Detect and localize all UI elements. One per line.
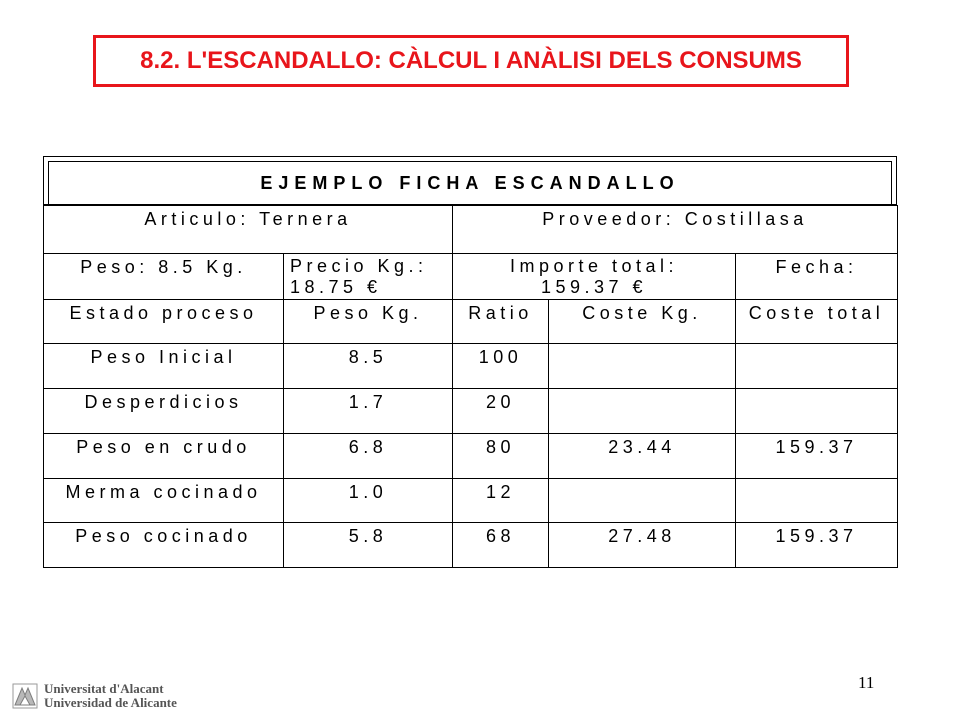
- cell-coste-total: [736, 389, 898, 434]
- page-number: 11: [858, 673, 875, 692]
- header-coste-kg: Coste Kg.: [549, 300, 736, 344]
- cell-coste-kg: [549, 344, 736, 389]
- slide-title-box: [93, 35, 849, 87]
- cell-estado: Peso Inicial: [44, 344, 284, 389]
- cell-fecha: Fecha:: [736, 254, 898, 300]
- table-row: [44, 479, 898, 523]
- university-logo: [12, 681, 177, 711]
- cell-peso-kg: 6.8: [284, 434, 453, 479]
- cell-coste-kg: 23.44: [549, 434, 736, 479]
- table-row: [44, 434, 898, 479]
- table-row: [44, 523, 898, 568]
- cell-estado: Merma cocinado: [44, 479, 284, 523]
- sheet-title-box: [43, 156, 897, 205]
- header-peso-kg: Peso Kg.: [284, 300, 453, 344]
- cell-coste-total: 159.37: [736, 523, 898, 568]
- cell-ratio: 80: [453, 434, 549, 479]
- cell-ratio: 100: [453, 344, 549, 389]
- cell-ratio: 12: [453, 479, 549, 523]
- table-row-article: [44, 206, 898, 254]
- cell-importe: [453, 254, 736, 300]
- logo-line-spanish: Universidad de Alicante: [44, 695, 177, 710]
- cell-coste-kg: [549, 479, 736, 523]
- cell-estado: Peso cocinado: [44, 523, 284, 568]
- cell-coste-total: [736, 344, 898, 389]
- university-logo-text: [44, 682, 177, 710]
- sheet-title: EJEMPLO FICHA ESCANDALLO: [260, 172, 680, 193]
- cell-coste-kg: [549, 389, 736, 434]
- table-row-summary: [44, 254, 898, 300]
- cell-coste-total: [736, 479, 898, 523]
- cell-precio-label: Precio Kg.:: [290, 256, 428, 276]
- sheet-title-inner: [48, 161, 892, 204]
- cell-proveedor: Proveedor: Costillasa: [453, 206, 898, 254]
- logo-line-valencian: Universitat d'Alacant: [44, 681, 164, 696]
- cell-coste-kg: 27.48: [549, 523, 736, 568]
- university-logo-icon: [12, 683, 38, 709]
- cell-peso-kg: 8.5: [284, 344, 453, 389]
- cell-importe-value: 159.37 €: [540, 277, 648, 297]
- cell-ratio: 68: [453, 523, 549, 568]
- cell-peso-kg: 5.8: [284, 523, 453, 568]
- cell-estado: Peso en crudo: [44, 434, 284, 479]
- cell-coste-total: 159.37: [736, 434, 898, 479]
- cell-ratio: 20: [453, 389, 549, 434]
- cell-peso: Peso: 8.5 Kg.: [44, 254, 284, 300]
- table-row: [44, 389, 898, 434]
- slide-title: 8.2. L'ESCANDALLO: CÀLCUL I ANÀLISI DELS CONSUMS: [140, 47, 802, 74]
- cell-estado: Desperdicios: [44, 389, 284, 434]
- cell-articulo: Articulo: Ternera: [44, 206, 453, 254]
- table-header-row: [44, 300, 898, 344]
- cell-precio: [284, 254, 453, 300]
- cell-importe-label: Importe total:: [509, 256, 679, 276]
- cell-peso-kg: 1.7: [284, 389, 453, 434]
- escandallo-table: [43, 205, 898, 568]
- cell-precio-value: 18.75 €: [290, 277, 382, 297]
- table-row: [44, 344, 898, 389]
- header-coste-total: Coste total: [736, 300, 898, 344]
- header-estado-proceso: Estado proceso: [44, 300, 284, 344]
- cell-peso-kg: 1.0: [284, 479, 453, 523]
- header-ratio: Ratio: [453, 300, 549, 344]
